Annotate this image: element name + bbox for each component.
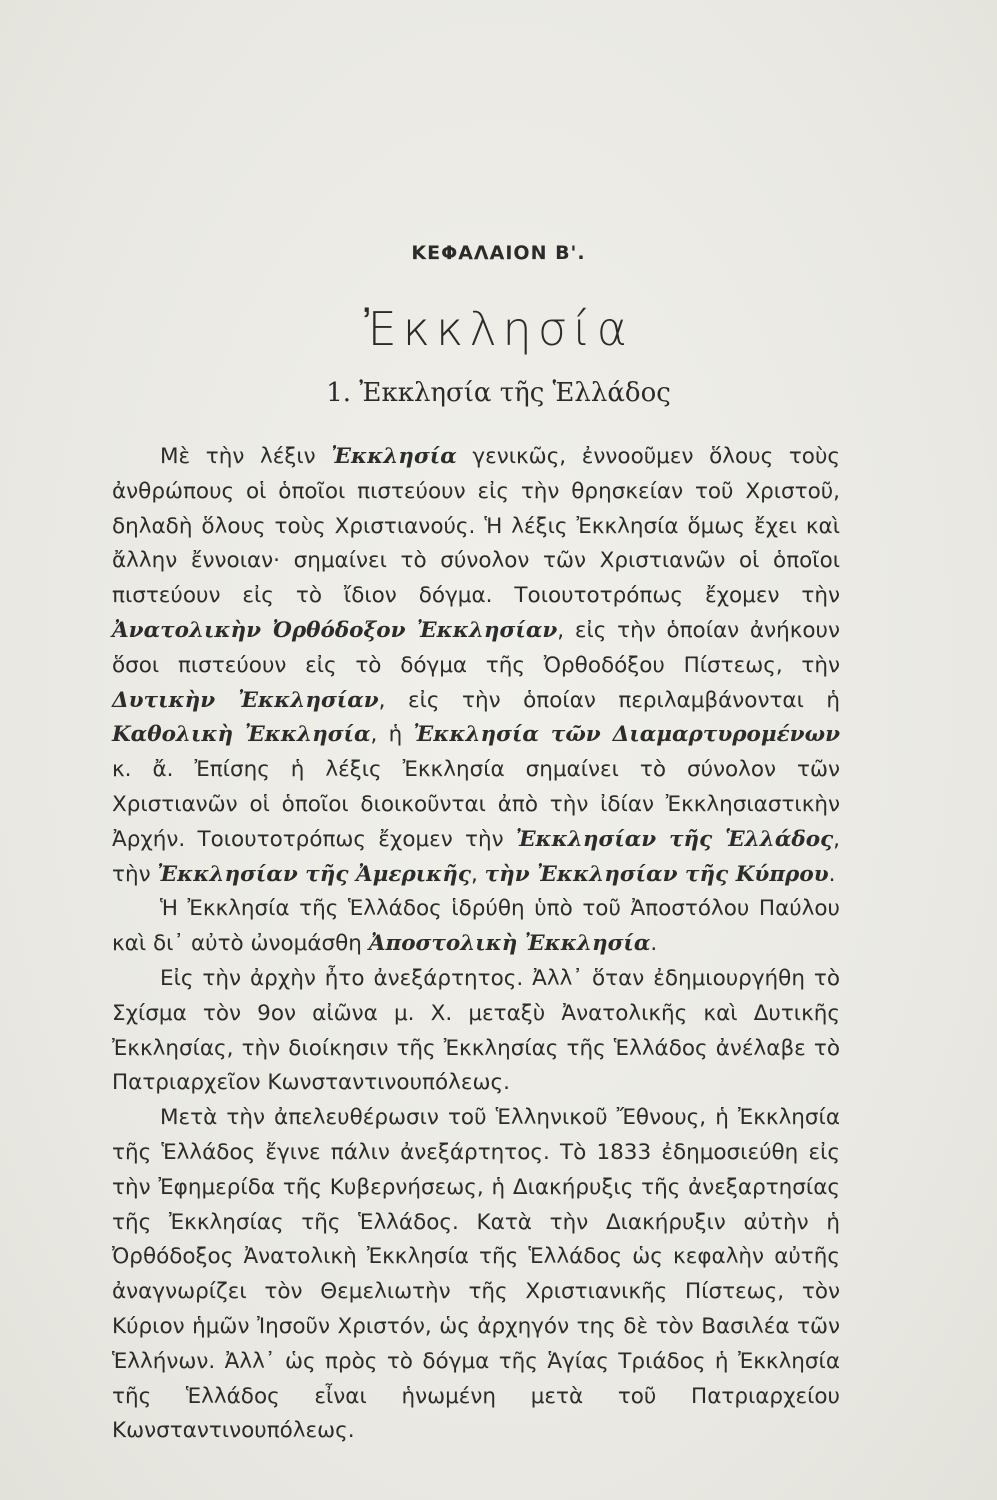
emphasized-term: Ἀποστολικὴ Ἐκκλησία [368, 931, 651, 957]
section-heading: 1. Ἐκκλησία τῆς Ἑλλάδος [326, 378, 671, 408]
text-run: , εἰς τὴν ὁποίαν περιλαμβάνονται ἡ [378, 687, 840, 713]
emphasized-term: Ἐκκλησίαν τῆς Ἑλλάδος [515, 826, 834, 852]
text-run: . [828, 861, 836, 887]
text-run: , τὴν [112, 826, 841, 887]
text-run: Εἰς τὴν ἀρχὴν ἦτο ἀνεξάρτητος. Ἀλλ᾽ ὅταν ἐδημιουργήθη τὸ Σχίσμα τὸν 9ον αἰῶνα μ. Χ. μεταξὺ Ἀνατολικῆς καὶ Δυτικῆς Ἐκκλησίας, τὴν διοίκησιν τῆς Ἐκκλησίας τῆς Ἑλλάδος ἀνέλαβε τὸ Πατριαρχεῖον Κωνσταντινουπόλεως. [112, 965, 840, 1096]
text-run: γενικῶς, ἐννοοῦμεν ὅλους τοὺς ἀνθρώπους οἱ ὁποῖοι πιστεύουν εἰς τὴν θρησκείαν τοῦ Χριστοῦ, δηλαδὴ ὅλους τοὺς Χριστιανούς. Ἡ λέξις Ἐκκλησία ὅμως ἔχει καὶ ἄλλην ἔννοιαν· σημαίνει τὸ σύνολον τῶν Χριστιανῶν οἱ ὁποῖοι πιστεύουν εἰς τὸ ἴδιον δόγμα. Τοιουτοτρόπως ἔχομεν τὴν [112, 444, 840, 609]
text-run: κ. ἄ. Ἐπίσης ἡ λέξις Ἐκκλησία σημαίνει τὸ σύνολον τῶν Χριστιανῶν οἱ ὁποῖοι διοικοῦνται ἀπὸ τὴν ἰδίαν Ἐκκλησιαστικὴν Ἀρχήν. Τοιουτοτρόπως ἔχομεν τὴν [112, 757, 840, 852]
text-run: , εἰς τὴν ὁποίαν ἀνήκουν ὅσοι πιστεύουν εἰς τὸ δόγμα τῆς Ὀρθοδόξου Πίστεως, τὴν [112, 617, 840, 678]
paragraph [112, 440, 840, 892]
text-run: , [471, 861, 485, 887]
chapter-label: ΚΕΦΑΛΑΙΟΝ Β'. [411, 242, 586, 264]
text-run: . [650, 931, 658, 957]
paragraph [112, 1101, 840, 1449]
emphasized-term: Δυτικὴν Ἐκκλησίαν [112, 687, 379, 713]
paragraph [112, 892, 840, 962]
emphasized-term: Καθολικὴ Ἐκκλησία [112, 722, 371, 748]
emphasized-term: Ἐκκλησία [331, 444, 457, 469]
paragraph [112, 962, 840, 1101]
emphasized-term: τὴν Ἐκκλησίαν τῆς Κύπρου [484, 861, 829, 887]
text-run: Μετὰ τὴν ἀπελευθέρωσιν τοῦ Ἑλληνικοῦ Ἔθνους, ἡ Ἐκκλησία τῆς Ἑλλάδος ἔγινε πάλιν ἀνεξάρτητος. Τὸ 1833 ἐδημοσιεύθη εἰς τὴν Ἐφημερίδα τῆς Κυβερνήσεως, ἡ Διακήρυξις τῆς ἀνεξαρτησίας τῆς Ἐκκλησίας τῆς Ἑλλάδος. Κατὰ τὴν Διακήρυξιν αὐτὴν ἡ Ὀρθόδοξος Ἀνατολικὴ Ἐκκλησία τῆς Ἑλλάδος ὡς κεφαλὴν αὐτῆς ἀναγνωρίζει τὸν Θεμελιωτὴν τῆς Χριστιανικῆς Πίστεως, τὸν Κύριον ἡμῶν Ἰησοῦν Χριστόν, ὡς ἀρχηγόν της δὲ τὸν Βασιλέα τῶν Ἑλλήνων. Ἀλλ᾽ ὡς πρὸς τὸ δόγμα τῆς Ἁγίας Τριάδος ἡ Ἐκκλησία τῆς Ἑλλάδος εἶναι ἡνωμένη μετὰ τοῦ Πατριαρχείου Κωνσταντινουπόλεως. [112, 1105, 840, 1444]
chapter-title: Ἐκκλησία [364, 302, 633, 356]
text-run: Ἡ Ἐκκλησία τῆς Ἑλλάδος ἱδρύθη ὑπὸ τοῦ Ἀποστόλου Παύλου καὶ δι᾽ αὐτὸ ὠνομάσθη [112, 896, 840, 957]
body-text [112, 440, 840, 1449]
text-run: Μὲ τὴν λέξιν [160, 444, 332, 469]
emphasized-term: Ἀνατολικὴν Ὀρθόδοξον Ἐκκλησίαν [112, 617, 558, 643]
emphasized-term: Ἐκκλησίαν τῆς Ἀμερικῆς [157, 861, 471, 887]
text-run: , ἡ [370, 722, 414, 748]
emphasized-term: Ἐκκλησία τῶν Διαμαρτυρομένων [413, 722, 840, 748]
